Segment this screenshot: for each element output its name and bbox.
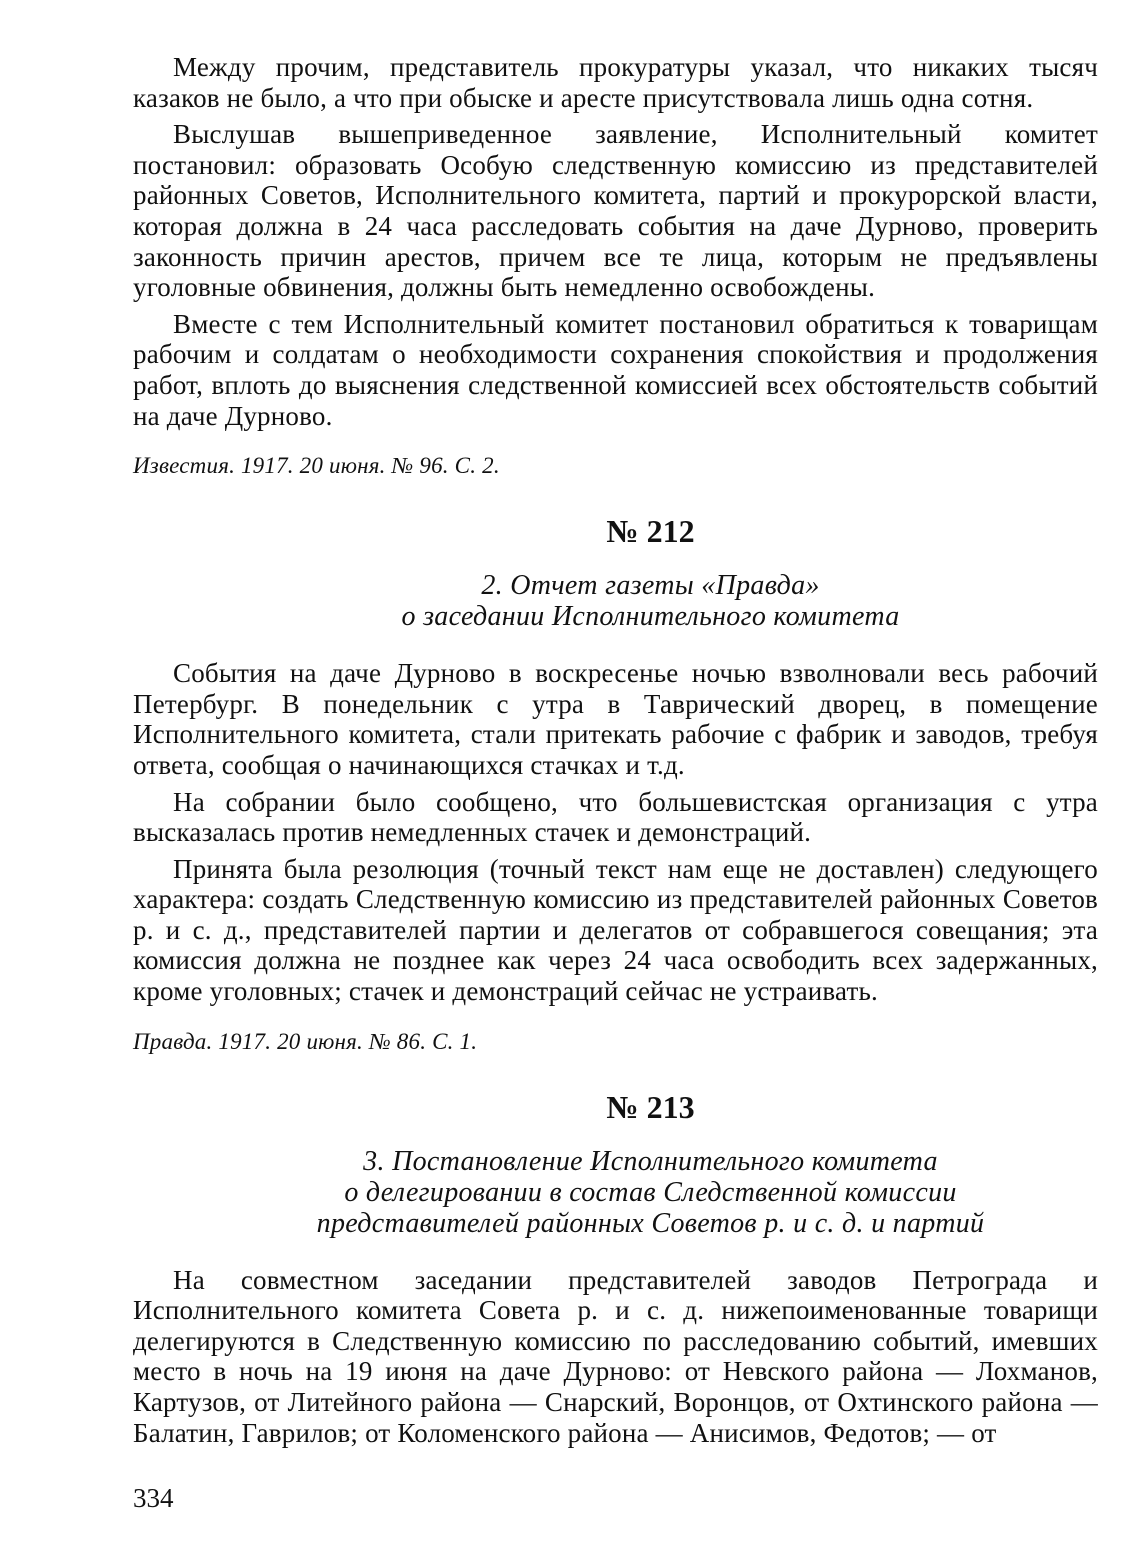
document-title-line: 2. Отчет газеты «Правда»: [481, 570, 820, 602]
document-title-line: о заседании Исполнительного комитета: [401, 601, 900, 633]
page-number: 334: [133, 1483, 174, 1513]
paragraph: На совместном заседании представителей заводов Петрограда и Исполнительного комитета Совета р. и с. д. нижепоименованные товарищи делегируются в Следственную комиссию по расследованию событий, имевших место в ночь на 19 июня на даче Дурново: от Невского района — Лохманов, Картузов, от Литейного района — Снарский, Воронцов, от Охтинского района — Балатин, Гаврилов; от Коломенского района — Анисимов, Федотов; — от: [133, 1264, 1098, 1448]
document-number: № 213: [606, 1088, 695, 1125]
document-title-line: 3. Постановление Исполнительного комитета: [363, 1145, 938, 1177]
document-title-line: о делегировании в состав Следственной комиссии: [344, 1176, 957, 1208]
document-title: [133, 570, 1098, 632]
paragraph: Между прочим, представитель прокуратуры указал, что никаких тысяч казаков не было, а что при обыске и аресте присутствовала лишь одна сотня.: [133, 52, 1098, 113]
source-citation: Правда. 1917. 20 июня. № 86. С. 1.: [133, 1028, 478, 1054]
paragraph: Вместе с тем Исполнительный комитет постановил обратиться к товарищам рабочим и солдатам о необходимости сохранения спокойствия и продолжения работ, вплоть до выяснения следственной комиссией всех обстоятельств событий на даче Дурново.: [133, 308, 1098, 431]
document-title-line: представителей районных Советов р. и с. д. и партий: [316, 1207, 985, 1239]
paragraph: Принята была резолюция (точный текст нам еще не доставлен) следующего характера: создать Следственную комиссию из представителей районных Советов р. и с. д., представителей партии и делегатов от собравшегося совещания; эта комиссия должна не позднее как через 24 часа освободить всех задержанных, кроме уголовных; стачек и демонстраций сейчас не устраивать.: [133, 853, 1098, 1007]
paragraph: События на даче Дурново в воскресенье ночью взволновали весь рабочий Петербург. В понедельник с утра в Таврический дворец, в помещение Исполнительного комитета, стали притекать рабочие с фабрик и заводов, требуя ответа, сообщая о начинающихся стачках и т.д.: [133, 658, 1098, 780]
document-title: [133, 1146, 1098, 1239]
source-citation: Известия. 1917. 20 июня. № 96. С. 2.: [133, 453, 500, 479]
paragraph: На собрании было сообщено, что большевистская организация с утра высказалась против немедленных стачек и демонстраций.: [133, 786, 1098, 848]
paragraph: Выслушав вышеприведенное заявление, Исполнительный комитет постановил: образовать Особую следственную комиссию из представителей районных Советов, Исполнительного комитета, партий и прокурорской власти, которая должна в 24 часа расследовать события на даче Дурново, проверить законность причин арестов, причем все те лица, которым не предъявлены уголовные обвинения, должны быть немедленно освобождены.: [133, 119, 1098, 303]
document-number: № 212: [606, 513, 695, 550]
